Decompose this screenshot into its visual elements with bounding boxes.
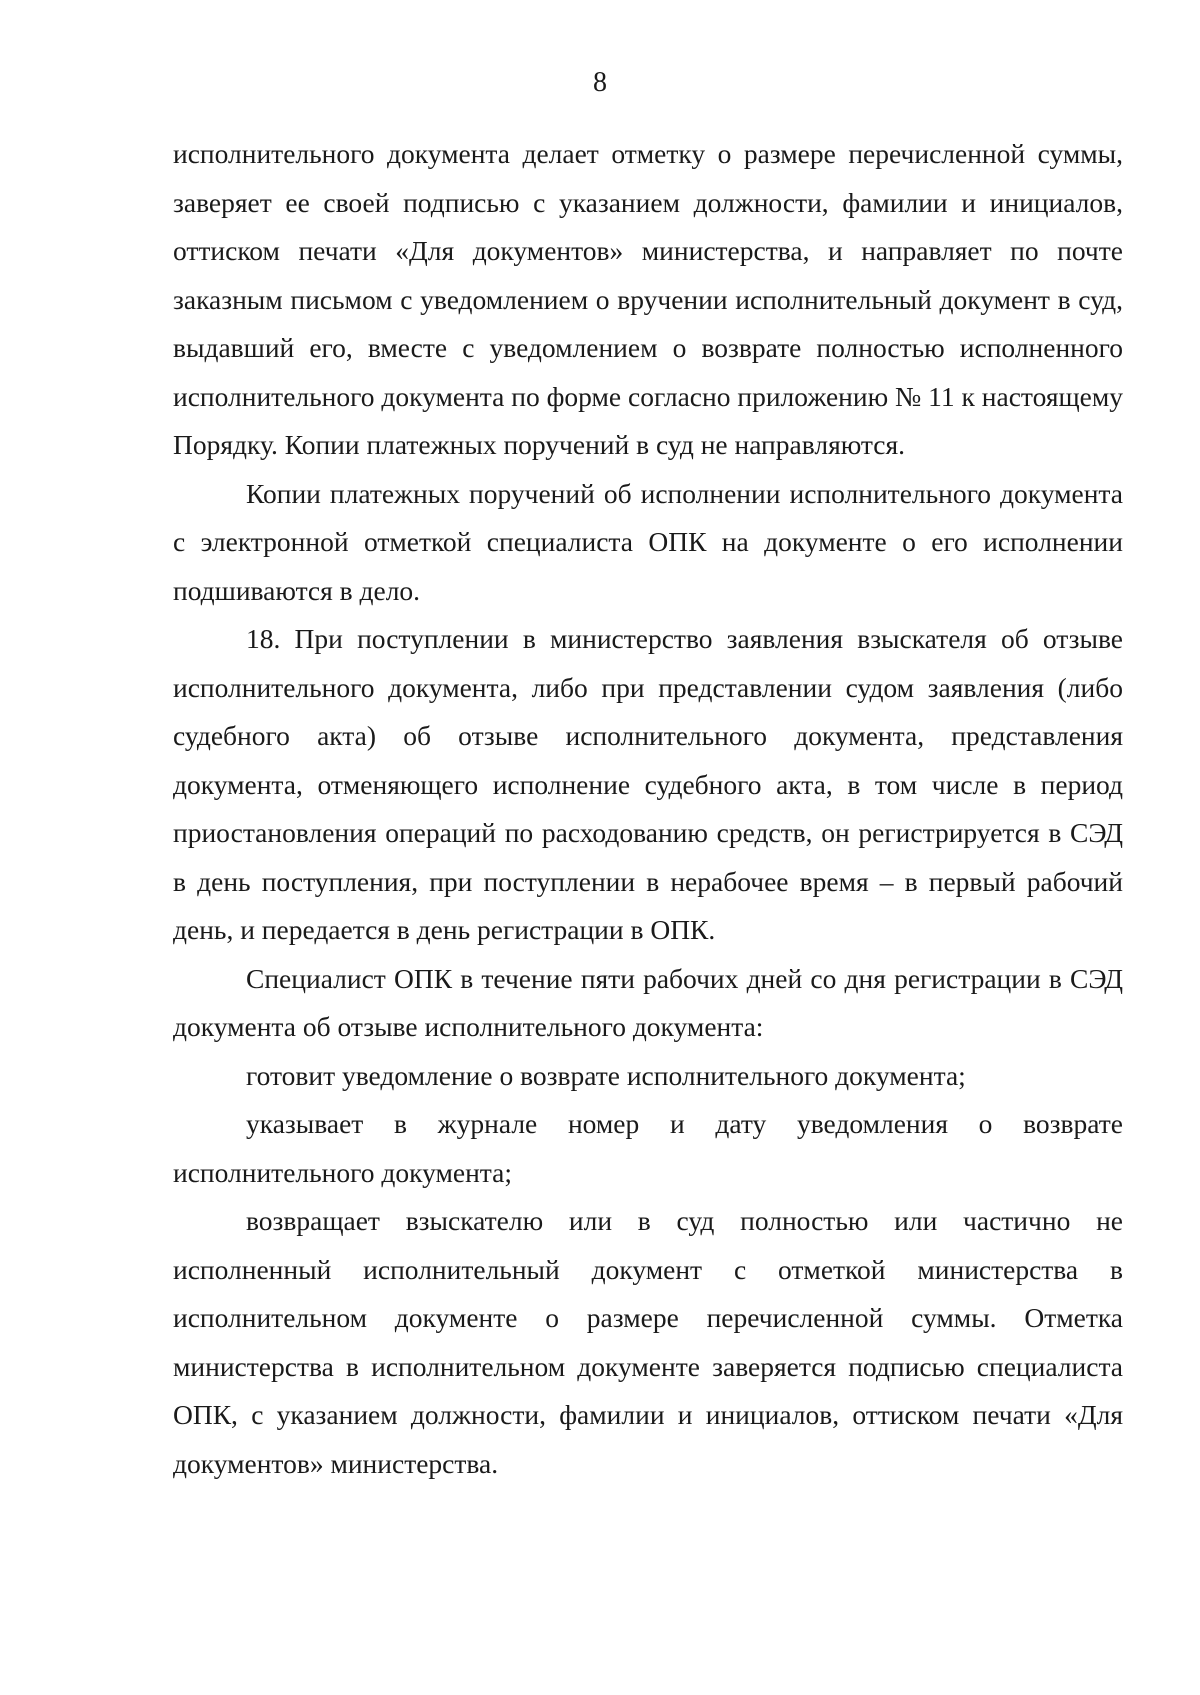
paragraph-continuation: исполнительного документа делает отметку о размере перечисленной суммы, заверяет ее своей подписью с указанием должности, фамилии и инициалов, оттиском печати «Для документов» министерства, и направляет по почте заказным письмом с уведомлением о вручении исполнительный документ в суд, выдавший его, вместе с уведомлением о возврате полностью исполненного исполнительного документа по форме согласно приложению № 11 к настоящему Порядку. Копии платежных поручений в суд не направляются. [173,138,1123,460]
list-item-prepare-notice: готовит уведомление о возврате исполнительного документа; [246,1059,966,1091]
paragraph-payment-copies: Копии платежных поручений об исполнении исполнительного документа с электронной отметкой специалиста ОПК на документе о его исполнении подшиваются в дело. [173,477,1123,606]
document-body [173,130,1123,1488]
paragraph-specialist-duties: Специалист ОПК в течение пяти рабочих дней со дня регистрации в СЭД документа об отзыве исполнительного документа: [173,962,1123,1042]
paragraph-item-18: 18. При поступлении в министерство заявления взыскателя об отзыве исполнительного документа, либо при представлении судом заявления (либо судебного акта) об отзыве исполнительного документа, представления документа, отменяющего исполнение судебного акта, в том числе в период приостановления операций по расходованию средств, он регистрируется в СЭД в день поступления, при поступлении в нерабочее время – в первый рабочий день, и передается в день регистрации в ОПК. [173,623,1123,945]
list-item-journal-entry: указывает в журнале номер и дату уведомления о возврате исполнительного документа; [173,1108,1123,1188]
page-number: 8 [593,67,607,98]
list-item-return-document: возвращает взыскателю или в суд полностью или частично не исполненный исполнительный документ с отметкой министерства в исполнительном документе о размере перечисленной суммы. Отметка министерства в исполнительном документе заверяется подписью специалиста ОПК, с указанием должности, фамилии и инициалов, оттиском печати «Для документов» министерства. [173,1205,1123,1479]
